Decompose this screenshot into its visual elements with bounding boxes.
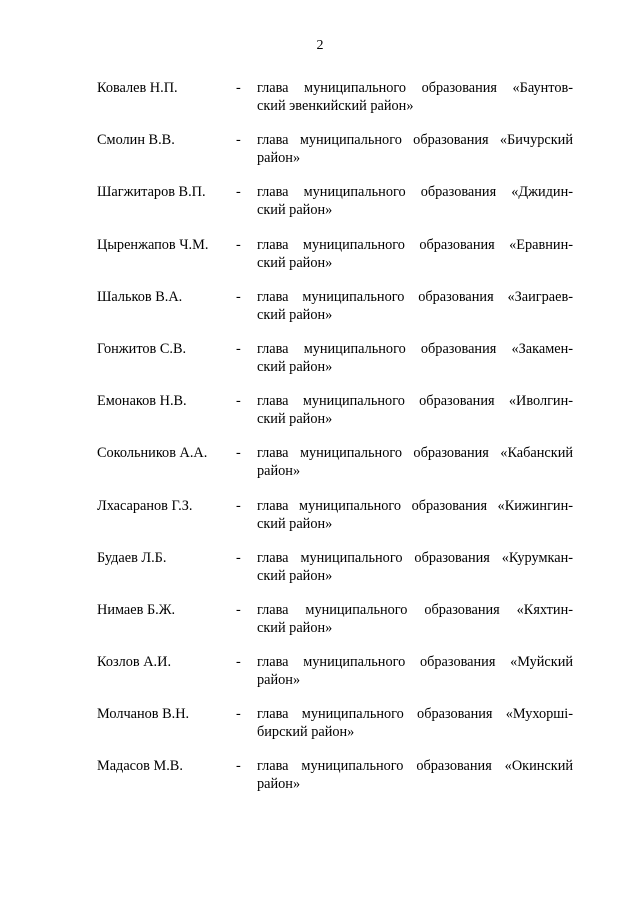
official-position: [257, 601, 573, 637]
official-name: Молчанов В.Н.: [97, 706, 190, 723]
list-item: [0, 497, 640, 549]
position-line-1: глава муниципального образования «Окинский: [257, 758, 573, 775]
official-name: Емонаков Н.В.: [97, 393, 187, 410]
separator-dash: -: [236, 132, 241, 149]
position-line-1: глава муниципального образования «Бичурский: [257, 132, 573, 149]
official-name: Цыренжапов Ч.М.: [97, 236, 209, 253]
official-name: Нимаев Б.Ж.: [97, 601, 176, 618]
position-line-1: глава муниципального образования «Еравнин-: [257, 236, 573, 253]
position-line-1: глава муниципального образования «Кижингин-: [257, 497, 573, 514]
separator-dash: -: [236, 758, 241, 775]
list-item: [0, 444, 640, 496]
position-line-2: бирский район»: [257, 724, 355, 741]
position-line-2: ский эвенкийский район»: [257, 98, 414, 114]
official-position: [257, 549, 573, 585]
position-line-1: глава муниципального образования «Джидин-: [257, 184, 573, 201]
official-position: [257, 288, 573, 324]
separator-dash: -: [236, 288, 241, 305]
official-position: [257, 705, 573, 741]
list-item: [0, 131, 640, 183]
position-line-1: глава муниципального образования «Иволгин-: [257, 393, 573, 410]
separator-dash: -: [236, 706, 241, 723]
separator-dash: -: [236, 549, 241, 566]
list-item: [0, 79, 640, 131]
list-item: [0, 601, 640, 653]
official-position: [257, 497, 573, 533]
separator-dash: -: [236, 393, 241, 410]
official-position: [257, 236, 573, 272]
official-position: [257, 392, 573, 428]
position-line-2: ский район»: [257, 306, 333, 323]
position-line-2: район»: [257, 776, 301, 793]
position-line-1: глава муниципального образования «Баунтов-: [257, 80, 573, 96]
position-line-2: ский район»: [257, 567, 333, 584]
list-item: [0, 392, 640, 444]
official-position: [257, 653, 573, 689]
official-position: [257, 183, 573, 219]
separator-dash: -: [236, 654, 241, 671]
separator-dash: -: [236, 445, 241, 462]
position-line-1: глава муниципального образования «Кяхтин-: [257, 601, 573, 618]
list-item: [0, 653, 640, 705]
list-item: [0, 236, 640, 288]
official-name: Гонжитов С.В.: [97, 340, 187, 357]
position-line-1: глава муниципального образования «Кабанский: [257, 445, 573, 462]
list-item: [0, 183, 640, 235]
position-line-2: район»: [257, 463, 301, 480]
position-line-1: глава муниципального образования «Закамен-: [257, 340, 573, 357]
position-line-2: ский район»: [257, 254, 333, 271]
official-name: Мадасов М.В.: [97, 758, 183, 775]
position-line-1: глава муниципального образования «Курумкан-: [257, 549, 573, 566]
list-item: [0, 340, 640, 392]
position-line-2: ский район»: [257, 515, 333, 532]
officials-list: [0, 79, 640, 810]
separator-dash: -: [236, 236, 241, 253]
position-line-2: ский район»: [257, 358, 333, 375]
official-position: [257, 131, 573, 167]
official-position: [257, 79, 573, 115]
position-line-1: глава муниципального образования «Мухоршi-: [257, 706, 573, 723]
position-line-2: ский район»: [257, 202, 333, 219]
list-item: [0, 705, 640, 757]
separator-dash: -: [236, 497, 241, 514]
official-position: [257, 444, 573, 480]
official-name: Лхасаранов Г.З.: [97, 497, 193, 514]
official-name: Будаев Л.Б.: [97, 549, 167, 566]
list-item: [0, 757, 640, 809]
page-number: 2: [316, 38, 324, 53]
position-line-2: район»: [257, 150, 301, 167]
official-name: Сокольников А.А.: [97, 445, 208, 462]
official-name: Шальков В.А.: [97, 288, 183, 305]
official-position: [257, 340, 573, 376]
separator-dash: -: [236, 184, 241, 201]
official-name: Ковалев Н.П.: [97, 80, 178, 96]
official-name: Смолин В.В.: [97, 132, 175, 149]
list-item: [0, 288, 640, 340]
position-line-1: глава муниципального образования «Заиграев-: [257, 288, 573, 305]
position-line-2: ский район»: [257, 411, 333, 428]
position-line-2: ский район»: [257, 619, 333, 636]
position-line-2: район»: [257, 672, 301, 689]
separator-dash: -: [236, 80, 241, 96]
official-name: Козлов А.И.: [97, 654, 172, 671]
official-name: Шагжитаров В.П.: [97, 184, 206, 201]
official-position: [257, 757, 573, 793]
list-item: [0, 549, 640, 601]
separator-dash: -: [236, 601, 241, 618]
position-line-1: глава муниципального образования «Муйский: [257, 654, 573, 671]
separator-dash: -: [236, 340, 241, 357]
